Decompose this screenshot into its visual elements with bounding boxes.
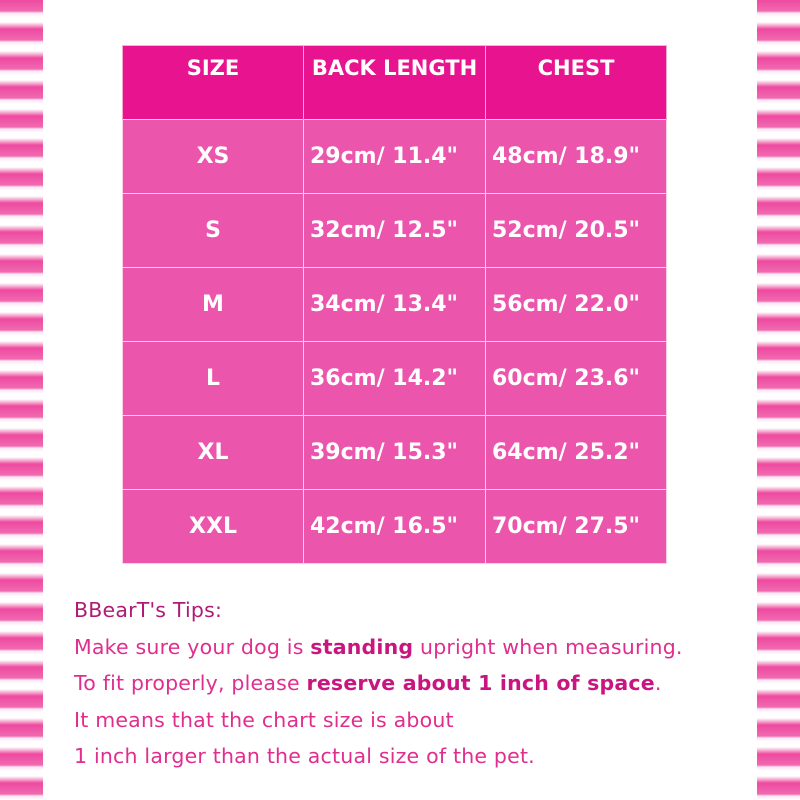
tip-line-4: 1 inch larger than the actual size of the pet. — [74, 744, 535, 768]
table-row — [123, 342, 667, 416]
chest-cell: 56cm/ 22.0" — [486, 268, 667, 342]
back-length-cell: 42cm/ 16.5" — [304, 490, 486, 564]
tip-text: . — [654, 671, 662, 695]
back-length-cell: 32cm/ 12.5" — [304, 194, 486, 268]
tip-line-3: It means that the chart size is about — [74, 707, 454, 732]
tip-emphasis: reserve about 1 inch of space — [306, 671, 655, 695]
header-back-length: BACK LENGTH — [304, 46, 486, 120]
chest-cell: 64cm/ 25.2" — [486, 416, 667, 490]
chest-cell: 70cm/ 27.5" — [486, 490, 667, 564]
back-length-cell: 34cm/ 13.4" — [304, 268, 486, 342]
table-row — [123, 120, 667, 194]
size-cell: XS — [123, 120, 304, 194]
tip-line-1 — [74, 629, 764, 666]
tip-text: To fit properly, please — [74, 671, 307, 695]
size-cell: S — [123, 194, 304, 268]
back-length-cell: 39cm/ 15.3" — [304, 416, 486, 490]
table-row — [123, 194, 667, 268]
table-header-row — [123, 46, 667, 120]
tips-title: BBearT's Tips: — [74, 598, 223, 622]
chest-cell: 60cm/ 23.6" — [486, 342, 667, 416]
size-cell: M — [123, 268, 304, 342]
back-length-cell: 29cm/ 11.4" — [304, 120, 486, 194]
size-chart-table — [122, 45, 667, 564]
table-row — [123, 268, 667, 342]
table-row — [123, 416, 667, 490]
size-cell: L — [123, 342, 304, 416]
size-cell: XL — [123, 416, 304, 490]
tip-emphasis: standing — [310, 634, 414, 659]
measuring-tips — [74, 592, 764, 775]
header-chest: CHEST — [486, 46, 667, 120]
back-length-cell: 36cm/ 14.2" — [304, 342, 486, 416]
header-size: SIZE — [123, 46, 304, 120]
chest-cell: 48cm/ 18.9" — [486, 120, 667, 194]
tip-line-2 — [74, 665, 764, 702]
tip-text: upright when measuring. — [413, 634, 683, 659]
chest-cell: 52cm/ 20.5" — [486, 194, 667, 268]
tip-text: Make sure your dog is — [74, 634, 311, 659]
table-row — [123, 490, 667, 564]
size-cell: XXL — [123, 490, 304, 564]
left-stripe-border — [0, 0, 43, 800]
